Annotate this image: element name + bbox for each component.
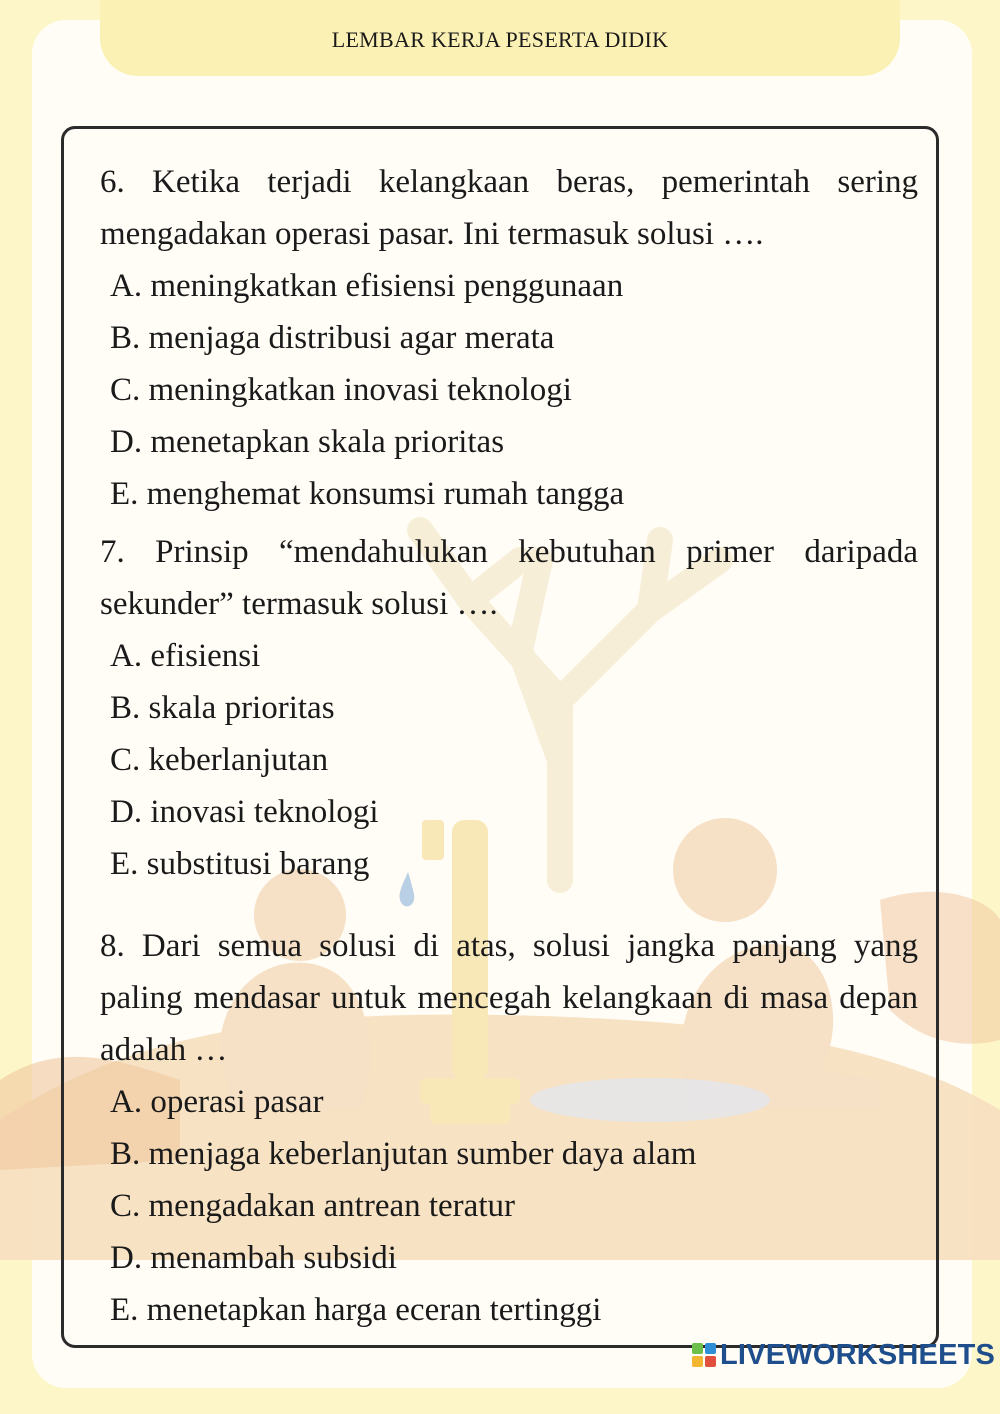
option-e[interactable]: E. menghemat konsumsi rumah tangga [110, 476, 625, 512]
question-text: 8. Dari semua solusi di atas, solusi jangka panjang yang paling mendasar untuk mencegah kelangkaan di masa depan adalah … [100, 928, 918, 1068]
option-b[interactable]: B. skala prioritas [110, 690, 335, 726]
option-c[interactable]: C. meningkatkan inovasi teknologi [110, 372, 572, 408]
option-d[interactable]: D. inovasi teknologi [110, 794, 379, 830]
question-6 [100, 156, 918, 520]
liveworksheets-logo [692, 1340, 995, 1370]
option-a[interactable]: A. efisiensi [110, 638, 261, 674]
option-d[interactable]: D. menambah subsidi [110, 1240, 397, 1276]
question-text: 7. Prinsip “mendahulukan kebutuhan primer daripada sekunder” termasuk solusi …. [100, 534, 918, 622]
option-e[interactable]: E. substitusi barang [110, 846, 370, 882]
liveworksheets-logo-icon [692, 1343, 716, 1367]
option-a[interactable]: A. meningkatkan efisiensi penggunaan [110, 268, 624, 304]
logo-text: LIVEWORKSHEETS [720, 1338, 996, 1371]
option-b[interactable]: B. menjaga keberlanjutan sumber daya alam [110, 1136, 697, 1172]
option-d[interactable]: D. menetapkan skala prioritas [110, 424, 505, 460]
option-a[interactable]: A. operasi pasar [110, 1084, 324, 1120]
option-c[interactable]: C. keberlanjutan [110, 742, 329, 778]
worksheet-title: LEMBAR KERJA PESERTA DIDIK [331, 27, 669, 52]
question-8 [100, 920, 918, 1336]
question-text: 6. Ketika terjadi kelangkaan beras, pemerintah sering mengadakan operasi pasar. Ini termasuk solusi …. [100, 164, 918, 252]
option-c[interactable]: C. mengadakan antrean teratur [110, 1188, 515, 1224]
option-e[interactable]: E. menetapkan harga eceran tertinggi [110, 1292, 602, 1328]
option-b[interactable]: B. menjaga distribusi agar merata [110, 320, 555, 356]
question-7 [100, 526, 918, 890]
